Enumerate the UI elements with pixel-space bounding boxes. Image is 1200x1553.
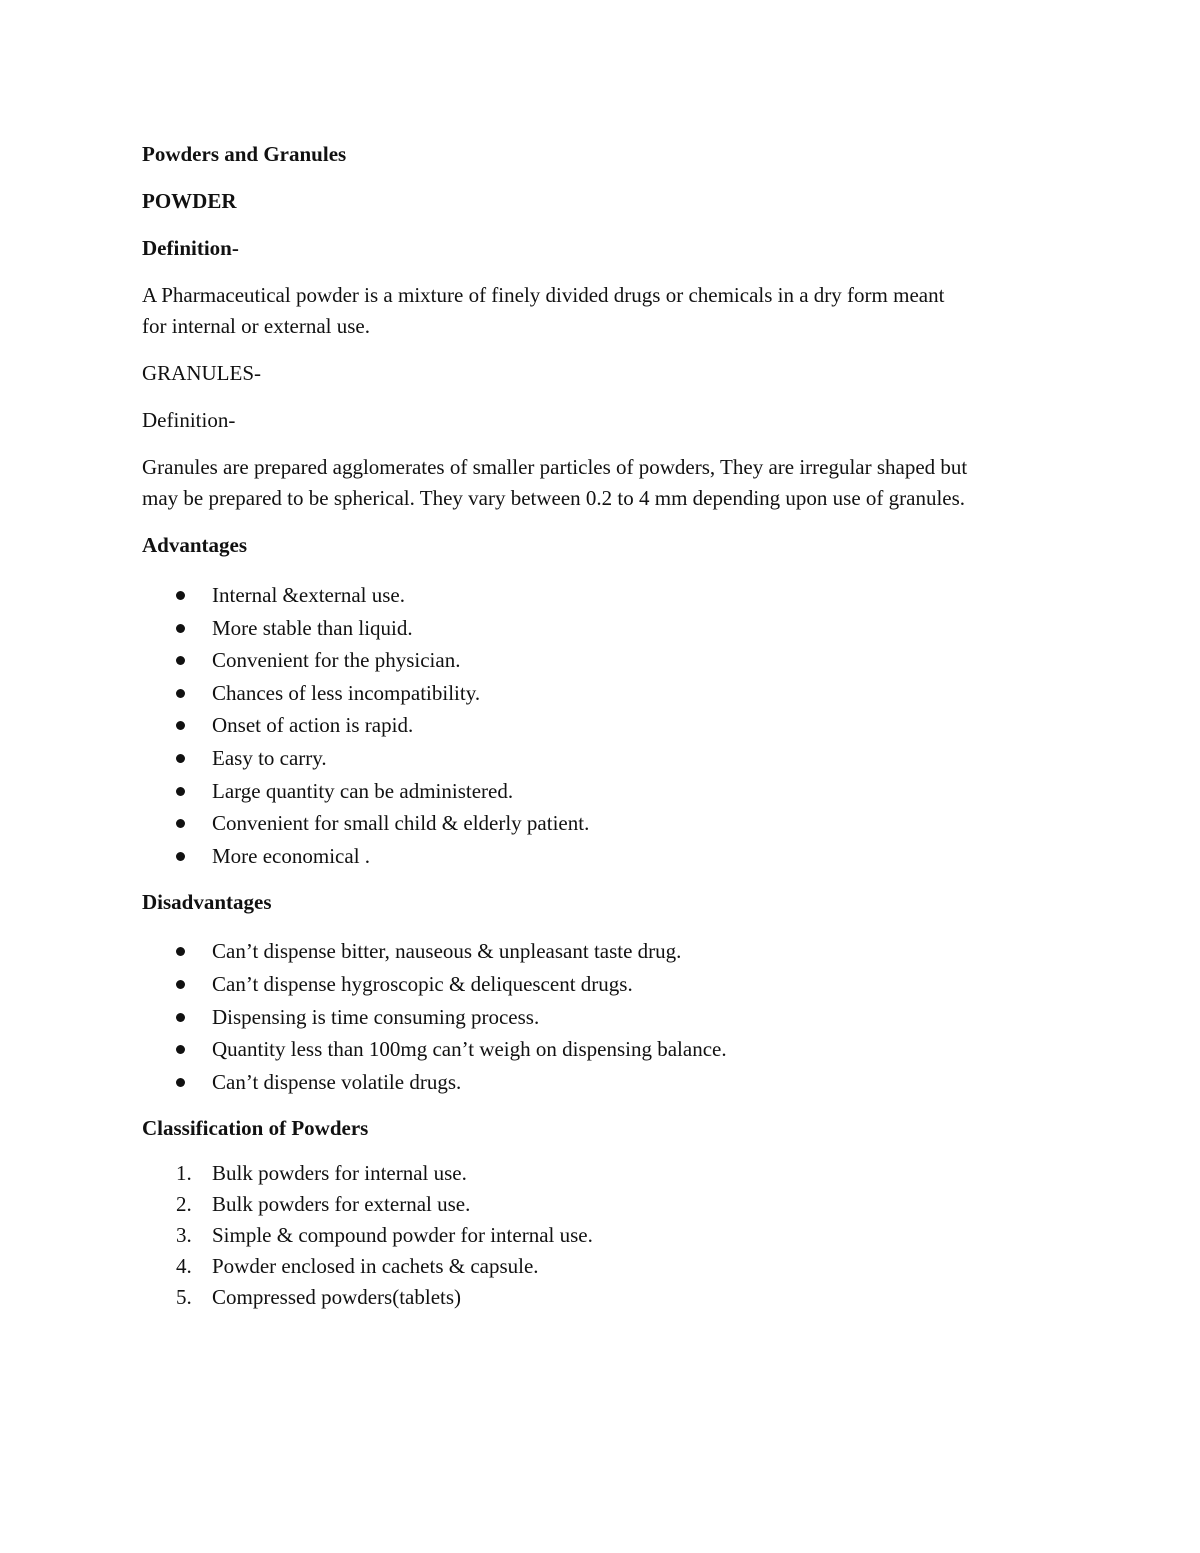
list-item-text: Simple & compound powder for internal use. [212,1223,593,1248]
list-item [142,1189,1062,1220]
classification-list [142,1158,1062,1313]
list-number: 4. [176,1254,192,1279]
advantages-list [142,579,1062,872]
list-item-text: Convenient for small child & elderly patient. [212,811,590,836]
granules-definition-paragraph [142,452,1062,514]
list-item [142,1251,1062,1282]
list-item-text: Onset of action is rapid. [212,713,414,738]
granules-heading: GRANULES- [142,361,261,385]
bullet-icon [176,1045,185,1054]
list-number: 5. [176,1285,192,1310]
list-item-text: Can’t dispense volatile drugs. [212,1069,462,1094]
bullet-icon [176,656,185,665]
list-number: 3. [176,1223,192,1248]
list-item [142,677,1062,710]
bullet-icon [176,624,185,633]
bullet-icon [176,819,185,828]
granules-definition-label: Definition- [142,408,236,432]
list-item-text: Can’t dispense bitter, nauseous & unpleasant taste drug. [212,939,682,964]
list-item [142,1220,1062,1251]
list-item-text: Powder enclosed in cachets & capsule. [212,1254,539,1279]
list-item-text: Dispensing is time consuming process. [212,1004,540,1029]
bullet-icon [176,852,185,861]
list-item [142,1033,1062,1066]
granules-definition-line: Granules are prepared agglomerates of smaller particles of powders, They are irregular shaped but [142,455,968,479]
list-item-text: Easy to carry. [212,745,327,770]
list-number: 2. [176,1192,192,1217]
disadvantages-list [142,935,1062,1098]
list-item [142,1158,1062,1189]
classification-heading: Classification of Powders [142,1116,369,1141]
document-title: Powders and Granules [142,142,347,166]
powder-definition-line: for internal or external use. [142,314,370,338]
list-item-text: Bulk powders for external use. [212,1192,471,1217]
powder-definition-label: Definition- [142,236,239,260]
list-item-text: More stable than liquid. [212,615,413,640]
bullet-icon [176,689,185,698]
list-item-text: Can’t dispense hygroscopic & deliquescent drugs. [212,971,633,996]
bullet-icon [176,591,185,600]
advantages-heading: Advantages [142,533,248,557]
list-item-text: Chances of less incompatibility. [212,680,481,705]
list-item-text: Internal &external use. [212,583,405,607]
powder-heading: POWDER [142,189,237,213]
list-item [142,579,1062,612]
list-item [142,807,1062,840]
granules-definition-line: may be prepared to be spherical. They vary between 0.2 to 4 mm depending upon use of granules. [142,486,966,510]
list-item-text: Large quantity can be administered. [212,778,514,803]
bullet-icon [176,1013,185,1022]
bullet-icon [176,754,185,763]
bullet-icon [176,980,185,989]
list-item [142,775,1062,808]
bullet-icon [176,721,185,730]
list-item [142,644,1062,677]
list-item [142,1282,1062,1313]
list-item [142,935,1062,968]
list-item [142,968,1062,1001]
list-item [142,840,1062,873]
list-item [142,709,1062,742]
list-number: 1. [176,1161,192,1186]
bullet-icon [176,787,185,796]
list-item-text: More economical . [212,843,371,868]
disadvantages-heading: Disadvantages [142,890,272,915]
bullet-icon [176,947,185,956]
list-item-text: Quantity less than 100mg can’t weigh on dispensing balance. [212,1037,727,1062]
powder-definition-paragraph [142,280,1062,342]
document-page [142,139,1062,1313]
list-item [142,1001,1062,1034]
list-item [142,1066,1062,1099]
list-item-text: Bulk powders for internal use. [212,1161,467,1186]
list-item [142,612,1062,645]
list-item-text: Compressed powders(tablets) [212,1285,462,1310]
powder-definition-line: A Pharmaceutical powder is a mixture of finely divided drugs or chemicals in a dry form meant [142,283,945,307]
list-item-text: Convenient for the physician. [212,648,461,673]
bullet-icon [176,1078,185,1087]
list-item [142,742,1062,775]
